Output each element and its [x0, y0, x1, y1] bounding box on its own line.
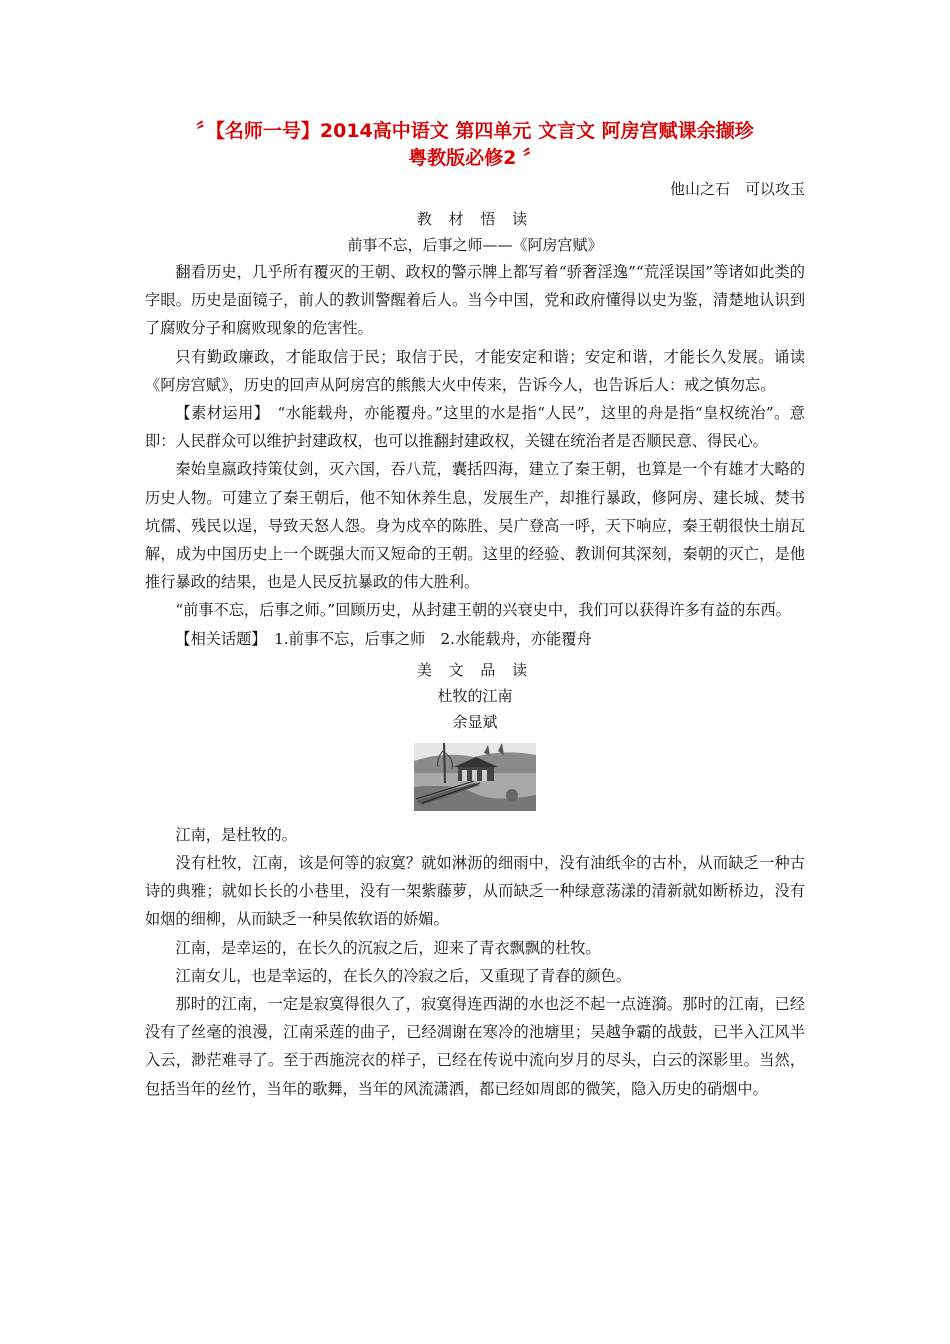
article-title: 杜牧的江南 — [437, 686, 513, 705]
paragraph: 【素材运用】 “水能载舟，亦能覆舟。”这里的水是指“人民”，这里的舟是指“皇权统治”。意即：人民群众可以维护封建政权，也可以推翻封建政权，关键在统治者是否顺民意、得民心。 — [145, 404, 805, 451]
paragraph: 秦始皇嬴政持策仗剑，灭六国，吞八荒，囊括四海，建立了秦王朝，也算是一个有雄才大略的历史人物。可建立了秦王朝后，他不知休养生息，发展生产，却推行暴政，修阿房、建长城、焚书坑儒、残民以逞，导致天怒人怨。身为戍卒的陈胜、吴广登高一呼，天下响应，秦王朝很快土崩瓦解，成为中国历史上一个既强大而又短命的王朝。这里的经验、教训何其深刻，秦朝的灭亡，是他推行暴政的结果，也是人民反抗暴政的伟大胜利。 — [145, 460, 805, 592]
paragraph: 【相关话题】 1.前事不忘，后事之师 2.水能载舟，亦能覆舟 — [175, 629, 592, 648]
paragraph: 江南，是杜牧的。 — [175, 825, 297, 844]
article-body — [145, 821, 805, 1103]
paragraph: 只有勤政廉政，才能取信于民；取信于民，才能安定和谐；安定和谐，才能长久发展。诵读《阿房宫赋》，历史的回声从阿房宫的熊熊大火中传来，告诉今人，也告诉后人：戒之慎勿忘。 — [145, 347, 805, 394]
title-line-2: 粤教版必修2 〞 — [408, 147, 542, 169]
section1-subheading: 前事不忘，后事之师——《阿房宫赋》 — [347, 236, 603, 254]
paragraph: 江南女儿，也是幸运的，在长久的冷寂之后，又重现了青春的颜色。 — [175, 966, 632, 985]
paragraph: 那时的江南，一定是寂寞得很久了，寂寞得连西湖的水也泛不起一点涟漪。那时的江南，已经没有了丝毫的浪漫，江南采莲的曲子，已经凋谢在寒冷的池塘里；吴越争霸的战鼓，已半入江风半入云，渺茫难寻了。至于西施浣衣的样子，已经在传说中流向岁月的尽头，白云的深影里。当然，包括当年的丝竹，当年的歌舞，当年的风流潇洒，都已经如周郎的微笑，隐入历史的硝烟中。 — [145, 995, 805, 1098]
section1-heading: 教 材 悟 读 — [416, 210, 534, 228]
paragraph: “前事不忘，后事之师。”回顾历史，从封建王朝的兴衰史中，我们可以获得许多有益的东西。 — [175, 601, 791, 620]
document-page — [145, 118, 805, 1103]
article-author: 余显斌 — [452, 712, 498, 731]
paragraph: 没有杜牧，江南，该是何等的寂寞？就如淋沥的细雨中，没有油纸伞的古朴，从而缺乏一种古诗的典雅；就如长长的小巷里，没有一架紫藤萝，从而缺乏一种绿意荡漾的清新就如断桥边，没有如烟的细柳，从而缺乏一种吴侬软语的娇媚。 — [145, 854, 805, 929]
document-title — [145, 118, 805, 172]
photo-container — [145, 743, 805, 811]
paragraph: 江南，是幸运的，在长久的沉寂之后，迎来了青衣飘飘的杜牧。 — [175, 938, 601, 957]
section1-body — [145, 258, 805, 653]
right-note: 他山之石 可以攻玉 — [669, 180, 805, 198]
paragraph: 翻看历史，几乎所有覆灭的王朝、政权的警示牌上都写着“骄奢淫逸”“荒淫误国”等诸如此类的字眼。历史是面镜子，前人的教训警醒着后人。当今中国，党和政府懂得以史为鉴，清楚地认识到了腐败分子和腐败现象的危害性。 — [145, 263, 805, 338]
lakeside-pavilion-photo — [414, 743, 536, 811]
title-line-1: 〞【名师一号】2014高中语文 第四单元 文言文 阿房宫赋课余撷珍 — [196, 120, 754, 142]
section2-heading: 美 文 品 读 — [416, 660, 534, 679]
